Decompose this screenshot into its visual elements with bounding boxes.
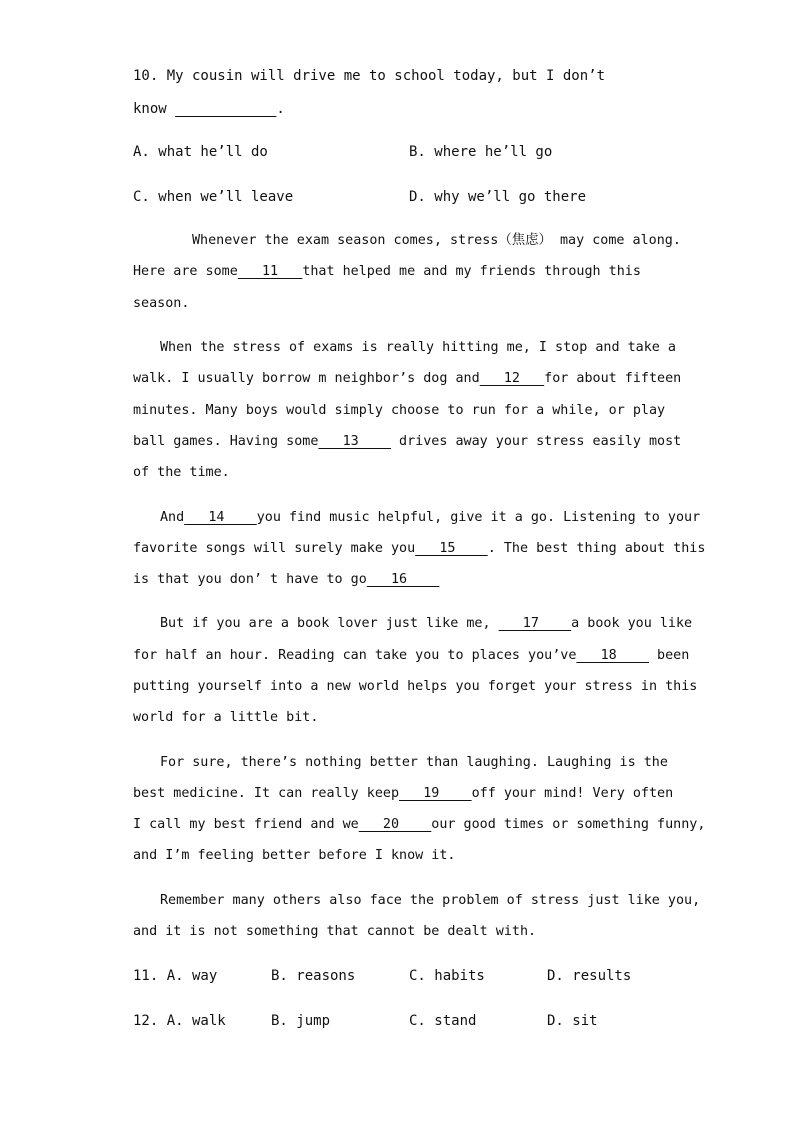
q12-option-a: 12. A. walk bbox=[133, 1013, 226, 1029]
p2-text-d: drives away your stress easily most bbox=[391, 434, 682, 449]
p3-text-d: . The best thing about this bbox=[487, 541, 706, 556]
p4-line3: putting yourself into a new world helps you forget your stress in this bbox=[133, 679, 698, 694]
p3-text-e: is that you don’ t have to go bbox=[133, 572, 367, 587]
p4-line1 bbox=[160, 615, 692, 633]
blank-20: 20 bbox=[358, 817, 432, 832]
p3-text-b: you find music helpful, give it a go. Listening to your bbox=[256, 510, 701, 525]
blank-18: 18 bbox=[576, 648, 649, 663]
q10-stem-text: know bbox=[133, 101, 176, 117]
p4-text-a: But if you are a book lover just like me, bbox=[160, 616, 499, 631]
blank-14: 14 bbox=[184, 510, 257, 525]
p2-line1: When the stress of exams is really hitting me, I stop and take a bbox=[160, 340, 676, 355]
p2-line5: of the time. bbox=[133, 465, 230, 480]
p1-line2 bbox=[133, 263, 641, 281]
q12-option-d: D. sit bbox=[547, 1013, 598, 1029]
q10-option-d: D. why we’ll go there bbox=[409, 189, 587, 205]
p2-text-b: for about fifteen bbox=[544, 371, 682, 386]
q10-blank: ____________ bbox=[175, 101, 277, 117]
p1-text-b: that helped me and my friends through this bbox=[302, 264, 641, 279]
p5-text-a: best medicine. It can really keep bbox=[133, 786, 400, 801]
q10-stem-line1: 10. My cousin will drive me to school today, but I don’t bbox=[133, 68, 606, 84]
q11-option-d: D. results bbox=[547, 968, 632, 984]
q10-stem-line2 bbox=[133, 100, 285, 118]
p4-line4: world for a little bit. bbox=[133, 710, 319, 725]
q12-option-b: B. jump bbox=[271, 1013, 331, 1029]
q10-option-b: B. where he’ll go bbox=[409, 144, 553, 160]
p2-line3: minutes. Many boys would simply choose to run for a while, or play bbox=[133, 403, 666, 418]
p4-text-b: a book you like bbox=[571, 616, 693, 631]
p4-text-c: for half an hour. Reading can take you to places you’ve bbox=[133, 648, 577, 663]
p3-line2 bbox=[133, 540, 705, 558]
blank-11: 11 bbox=[237, 264, 303, 279]
blank-15: 15 bbox=[415, 541, 488, 556]
p6-line2: and it is not something that cannot be dealt with. bbox=[133, 924, 537, 939]
p5-line2 bbox=[133, 785, 673, 803]
p2-text-c: ball games. Having some bbox=[133, 434, 319, 449]
blank-12: 12 bbox=[479, 371, 545, 386]
p1-text-a: Here are some bbox=[133, 264, 238, 279]
blank-16: 16 bbox=[366, 572, 440, 587]
p3-line3 bbox=[133, 571, 439, 589]
p5-text-b: off your mind! Very often bbox=[471, 786, 674, 801]
q10-option-a: A. what he’ll do bbox=[133, 144, 268, 160]
p1-line1: Whenever the exam season comes, stress（焦虑） may come along. bbox=[192, 233, 681, 248]
p3-text-a: And bbox=[160, 510, 185, 525]
p5-line3 bbox=[133, 816, 705, 834]
p5-text-d: our good times or something funny, bbox=[431, 817, 706, 832]
q11-option-a: 11. A. way bbox=[133, 968, 218, 984]
p5-line4: and I’m feeling better before I know it. bbox=[133, 848, 456, 863]
p3-line1 bbox=[160, 509, 700, 527]
blank-17: 17 bbox=[498, 616, 572, 631]
p6-line1: Remember many others also face the problem of stress just like you, bbox=[160, 893, 701, 908]
q11-option-b: B. reasons bbox=[271, 968, 356, 984]
q12-option-c: C. stand bbox=[409, 1013, 477, 1029]
q11-option-c: C. habits bbox=[409, 968, 485, 984]
p2-line2 bbox=[133, 370, 681, 388]
p3-text-c: favorite songs will surely make you bbox=[133, 541, 416, 556]
blank-19: 19 bbox=[399, 786, 472, 801]
p5-text-c: I call my best friend and we bbox=[133, 817, 359, 832]
p4-line2 bbox=[133, 647, 689, 665]
q10-period: . bbox=[276, 101, 285, 117]
p2-line4 bbox=[133, 433, 681, 451]
blank-13: 13 bbox=[318, 434, 391, 449]
p5-line1: For sure, there’s nothing better than laughing. Laughing is the bbox=[160, 755, 668, 770]
p4-text-d: been bbox=[648, 648, 690, 663]
p2-text-a: walk. I usually borrow m neighbor’s dog and bbox=[133, 371, 480, 386]
p1-line3: season. bbox=[133, 296, 190, 311]
q10-option-c: C. when we’ll leave bbox=[133, 189, 294, 205]
